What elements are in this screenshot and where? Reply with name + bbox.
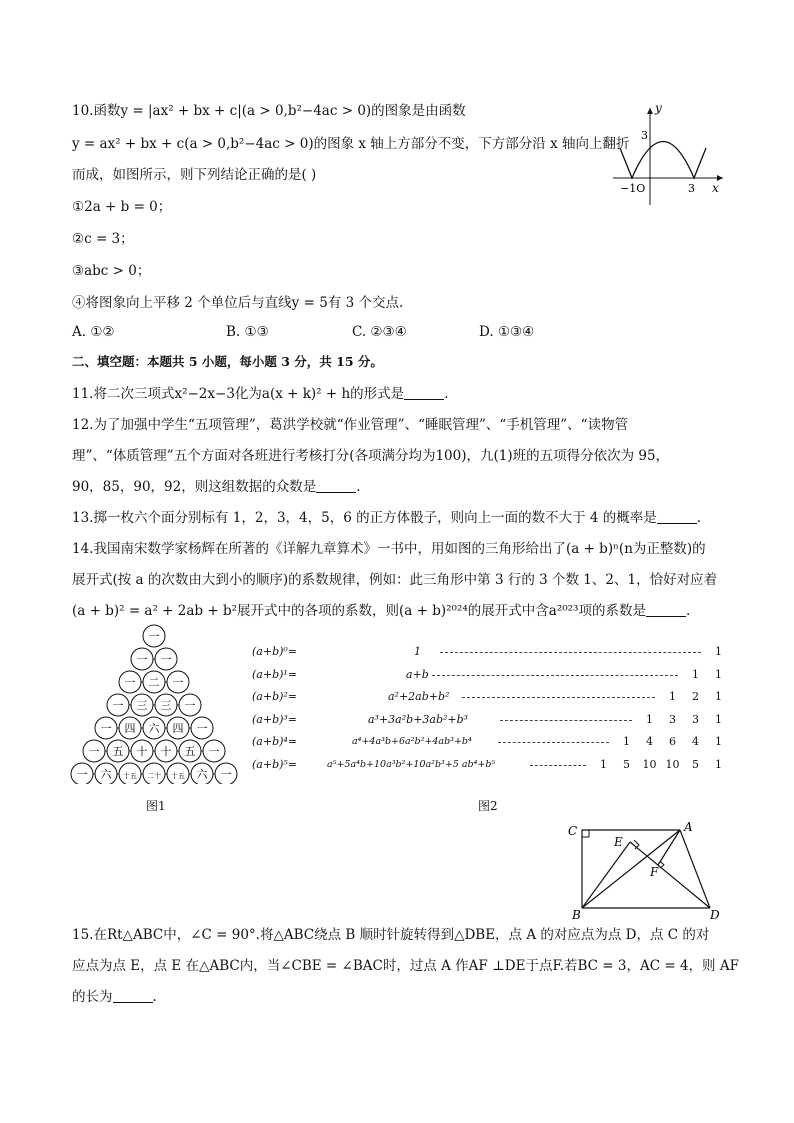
q10-line3: 而成，如图所示，则下列结论正确的是( ): [72, 167, 317, 183]
coefficient: 1: [715, 690, 722, 703]
coefficient: 10: [642, 757, 657, 771]
q12-line2: 理”、“体质管理”五个方面对各班进行考核打分(各项满分均为100)，九(1)班的五项得分依次为 95，: [72, 448, 670, 464]
figure-1-caption: 图1: [146, 799, 166, 813]
coefficient: 10: [665, 757, 680, 771]
q10-option-b: B. ①③: [226, 324, 269, 340]
q10-statement-4: ④将图象向上平移 2 个单位后与直线y = 5有 3 个交点.: [72, 295, 404, 311]
q10-option-c: C. ②③④: [352, 324, 407, 340]
q12-line3: [72, 477, 361, 497]
q15-line1: 15.在Rt△ABC中，∠C = 90°.将△ABC绕点 B 顺时针旋转得到△DBE，点 A 的对应点为点 D，点 C 的对: [72, 927, 710, 943]
coefficient: 2: [692, 690, 699, 703]
figure-2-caption: 图2: [478, 799, 498, 813]
triangle-number: 十五: [123, 772, 137, 780]
triangle-number: 一: [172, 676, 184, 689]
coefficient: 3: [692, 712, 699, 726]
triangle-number: 六: [100, 768, 112, 781]
expansion-terms: a³+3a²b+3ab²+b³: [368, 712, 469, 726]
graph-y-label: y: [655, 101, 662, 115]
label-point-c: C: [568, 824, 578, 838]
section-2-heading: 二、填空题：本题共 5 小题，每小题 3 分，共 15 分。: [72, 354, 383, 369]
coefficient-row: [661, 690, 730, 704]
coefficient: 4: [692, 735, 699, 748]
triangle-number: 一: [160, 653, 172, 666]
triangle-number: 一: [208, 745, 220, 758]
graph-label-3-right: 3: [688, 182, 695, 195]
triangle-number: 十: [136, 745, 148, 758]
q15-line3: [72, 987, 157, 1007]
coefficient: 5: [692, 757, 699, 771]
coefficient: 1: [669, 690, 676, 703]
dashed-leader: [432, 675, 678, 676]
triangle-number: 四: [172, 722, 184, 735]
triangle-number: 三: [136, 699, 148, 712]
expansion-terms: a²+2ab+b²: [388, 690, 450, 703]
expansion-terms: a+b: [406, 667, 429, 681]
graph-x-label: x: [712, 181, 719, 195]
q10-option-d: D. ①③④: [479, 324, 535, 340]
triangle-number: 一: [112, 699, 124, 712]
dashed-leader: [530, 765, 586, 766]
q11-end: .: [444, 386, 449, 402]
triangle-number: 五: [184, 745, 196, 758]
q11-text: 11.将二次三项式x²−2x−3化为a(x + k)² + h的形式是: [72, 386, 405, 402]
q13-end: .: [696, 510, 702, 526]
coefficient-row: [707, 645, 730, 659]
dashed-leader: [498, 742, 609, 743]
label-point-a: A: [684, 820, 693, 834]
triangle-number: 一: [196, 722, 208, 735]
q14-line2: 展开式(按 a 的次数由大到小的顺序)的系数规律，例如：此三角形中第 3 行的 3 个数 1、2、1，恰好对应着: [72, 572, 718, 588]
dashed-leader: [462, 697, 655, 698]
triangle-number: 十五: [171, 772, 185, 780]
q10-line2: y = ax² + bx + c(a > 0,b²−4ac > 0)的图象 x 轴上方部分不变，下方部分沿 x 轴向上翻折: [72, 136, 630, 152]
triangle-number: 一: [76, 768, 88, 781]
graph-label-neg1-o: −1O: [620, 182, 646, 195]
q15-triangle-diagram: [560, 818, 730, 922]
q10-statement-1: ①2a + b = 0；: [72, 199, 172, 215]
q14-line3: [72, 601, 690, 621]
triangle-number: 六: [196, 768, 208, 781]
expansion-lhs: (a+b)⁴=: [252, 735, 298, 748]
coefficient-row: [615, 735, 730, 749]
triangle-number: 一: [220, 768, 232, 781]
q10-statement-2: ②c = 3；: [72, 231, 134, 247]
expansion-lhs: (a+b)⁰=: [252, 645, 298, 658]
triangle-number: 一: [184, 699, 196, 712]
coefficient-row: [684, 668, 730, 682]
q11: [72, 384, 448, 404]
label-point-d: D: [710, 908, 720, 922]
q10-statement-3: ③abc > 0；: [72, 263, 151, 279]
coefficient-row: [592, 758, 730, 772]
triangle-number: 一: [88, 745, 100, 758]
coefficient: 1: [715, 645, 722, 658]
coefficient-row: [638, 713, 730, 727]
q10-option-a: A. ①②: [72, 324, 115, 340]
q15-line3-text: 的长为: [72, 989, 113, 1005]
dashed-leader: [440, 652, 701, 653]
q12-blank[interactable]: [316, 480, 356, 493]
coefficient: 1: [715, 712, 722, 726]
q15-line2: 应点为点 E，点 E 在△ABC内，当∠CBE = ∠BAC时，过点 A 作AF ⊥DE于点F.若BC = 3，AC = 4，则 AF: [72, 958, 739, 974]
triangle-number: 一: [136, 653, 148, 666]
q12-line1: 12.为了加强中学生“五项管理”，葛洪学校就“作业管理”、“睡眠管理”、“手机管理”、“读物管: [72, 417, 629, 433]
triangle-number: 一: [148, 630, 160, 643]
coefficient: 1: [715, 757, 722, 771]
q15-blank[interactable]: [113, 990, 153, 1003]
coefficient: 3: [669, 712, 676, 726]
label-point-b: B: [572, 908, 581, 922]
q10-line1: 10.函数y = |ax² + bx + c|(a > 0,b²−4ac > 0)的图象是由函数: [72, 103, 466, 119]
expansion-lhs: (a+b)¹=: [252, 667, 298, 681]
q15-end: .: [152, 989, 157, 1005]
coefficient: 1: [715, 735, 722, 748]
triangle-number: 六: [148, 722, 160, 735]
expansion-lhs: (a+b)³=: [252, 712, 298, 726]
coefficient: 1: [623, 735, 630, 748]
triangle-number: 一: [100, 722, 112, 735]
expansion-terms: a⁵+5a⁴b+10a³b²+10a²b³+5 ab⁴+b⁵: [327, 758, 496, 770]
dashed-leader: [500, 720, 632, 721]
q14-line3-text: (a + b)² = a² + 2ab + b²展开式中的各项的系数，则(a + b)²⁰²⁴的展开式中含a²⁰²³项的系数是: [72, 603, 646, 619]
triangle-number: 五: [112, 745, 124, 758]
label-point-f: F: [650, 865, 659, 879]
coefficient: 1: [692, 667, 699, 681]
graph-label-3-top: 3: [641, 129, 648, 142]
coefficient: 1: [646, 712, 653, 726]
triangle-number: 一: [124, 676, 136, 689]
coefficient: 6: [669, 735, 676, 748]
q12-line3-text: 90，85，90，92，则这组数据的众数是: [72, 479, 317, 495]
q12-end: .: [356, 479, 361, 495]
triangle-number: 四: [124, 722, 136, 735]
coefficient: 1: [600, 757, 607, 771]
triangle-number: 十: [160, 745, 172, 758]
coefficient: 4: [646, 735, 653, 748]
expansion-terms: a⁴+4a³b+6a²b²+4ab³+b⁴: [352, 736, 472, 747]
triangle-number: 二: [148, 676, 160, 689]
q14-end: .: [685, 603, 691, 619]
q14-blank[interactable]: [646, 604, 686, 617]
expansion-terms: 1: [414, 645, 421, 658]
q11-blank[interactable]: [404, 387, 444, 400]
triangle-number: 三: [160, 699, 172, 712]
q14-line1: 14.我国南宋数学家杨辉在所著的《详解九章算术》一书中，用如图的三角形给出了(a + b)ⁿ(n为正整数)的: [72, 541, 706, 557]
q10-graph: [608, 100, 728, 210]
label-point-e: E: [614, 835, 623, 849]
yang-hui-triangle-figure: [66, 624, 242, 784]
expansion-lhs: (a+b)²=: [252, 690, 298, 703]
q13-text: 13.掷一枚六个面分别标有 1，2，3，4，5，6 的正方体骰子，则向上一面的数不大于 4 的概率是: [72, 510, 657, 526]
triangle-number: 二十: [147, 772, 161, 780]
q13-blank[interactable]: [657, 511, 697, 524]
coefficient: 1: [715, 667, 722, 681]
expansion-lhs: (a+b)⁵=: [252, 757, 298, 771]
q13: [72, 508, 701, 528]
coefficient: 5: [623, 757, 630, 771]
